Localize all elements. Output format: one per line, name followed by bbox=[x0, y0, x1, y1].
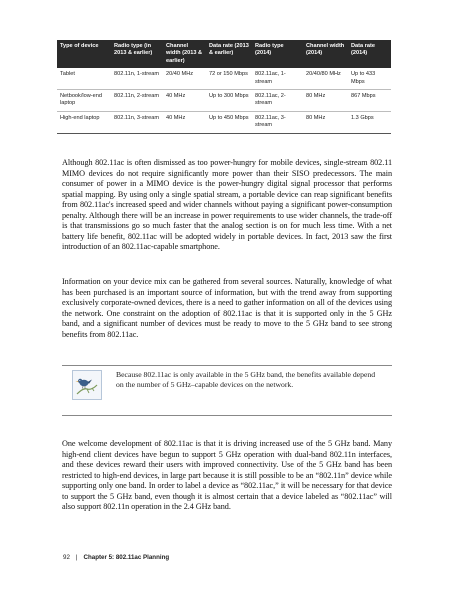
table-cell: 20/40/80 MHz bbox=[303, 68, 348, 89]
table-cell: Up to 450 Mbps bbox=[206, 111, 252, 133]
note-bottom-rule bbox=[62, 415, 392, 416]
table-cell: 802.11ac, 1-stream bbox=[252, 68, 303, 89]
footer-separator: | bbox=[75, 554, 78, 561]
note-crow-icon bbox=[72, 370, 102, 400]
table-row bbox=[57, 68, 391, 89]
table-cell: 40 MHz bbox=[163, 111, 206, 133]
device-radio-table bbox=[57, 40, 391, 134]
body-paragraph: Information on your device mix can be gathered from several sources. Naturally, knowledge of what has been purchased is an important source of information, but with the trend away from supporting exclusively corporate-owned devices, there is a need to gather information on all of the devices using the network. One constraint on the adoption of 802.11ac is that it is supported only in the 5 GHz band, and a significant number of devices must be ready to move to the 5 GHz band to see strong benefits from 802.11ac. bbox=[62, 277, 392, 339]
table-cell: Tablet bbox=[57, 68, 111, 89]
table-cell: 802.11n, 3-stream bbox=[111, 111, 163, 133]
table-cell: 802.11ac, 3-stream bbox=[252, 111, 303, 133]
table-header-cell: Channel width (2013 & earlier) bbox=[163, 40, 206, 68]
table-cell: 72 or 150 Mbps bbox=[206, 68, 252, 89]
table-row bbox=[57, 111, 391, 133]
table-header-cell: Radio type (2014) bbox=[252, 40, 303, 68]
table-header-cell: Type of device bbox=[57, 40, 111, 68]
table-header-cell: Data rate (2014) bbox=[348, 40, 391, 68]
table-header-cell: Radio type (in 2013 & earlier) bbox=[111, 40, 163, 68]
note-callout bbox=[62, 363, 392, 418]
table-cell: 867 Mbps bbox=[348, 90, 391, 112]
page-number: 92 bbox=[63, 554, 70, 561]
table-cell: 20/40 MHz bbox=[163, 68, 206, 89]
table-cell: 802.11ac, 2-stream bbox=[252, 90, 303, 112]
table-header-cell: Channel width (2014) bbox=[303, 40, 348, 68]
body-paragraph: One welcome development of 802.11ac is that it is driving increased use of the 5 GHz band. Many high-end client devices have begun to support 5 GHz operation with dual-band 802.11n interfaces, and these devices reward their users with improved connectivity. Use of the 5 GHz band has been restricted to high-end devices, in large part because it is still possible to be an “802.11n” device while supporting only one band. In order to label a device as “802.11ac,” it will be necessary for that device to support the 5 GHz band, even though it is almost certain that a device labeled as “802.11ac” will also support 802.11n operation in the 2.4 GHz band. bbox=[62, 439, 392, 512]
note-top-rule bbox=[62, 365, 392, 366]
body-paragraph: Although 802.11ac is often dismissed as too power-hungry for mobile devices, single-stream 802.11 MIMO devices do not require significantly more power than their SISO predecessors. The main consumer of power in a MIMO device is the power-hungry digital signal processor that performs spatial mapping. By using only a single spatial stream, a portable device can reap significant benefits from 802.11ac's increased speed and wider channels without paying a significant power-consumption penalty. Although there will be an increase in power requirements to use wider channels, the trade-off is that transmissions go so much faster that the analog section is on for much less time. With a net battery life benefit, 802.11ac will be adopted widely in portable devices. In fact, 2013 saw the first introduction of an 802.11ac-capable smartphone. bbox=[62, 158, 392, 252]
table-cell: Netbook/low-end laptop bbox=[57, 90, 111, 112]
table-cell: Up to 300 Mbps bbox=[206, 90, 252, 112]
chapter-title: Chapter 5: 802.11ac Planning bbox=[83, 554, 170, 561]
table-header-row bbox=[57, 40, 391, 68]
table-cell: 802.11n, 1-stream bbox=[111, 68, 163, 89]
table-cell: 40 MHz bbox=[163, 90, 206, 112]
table-row bbox=[57, 90, 391, 112]
table-cell: 802.11n, 2-stream bbox=[111, 90, 163, 112]
table-header-cell: Data rate (2013 & earlier) bbox=[206, 40, 252, 68]
table-cell: 80 MHz bbox=[303, 90, 348, 112]
note-text: Because 802.11ac is only available in the 5 GHz band, the benefits available depend on the number of 5 GHz–capable devices on the network. bbox=[116, 370, 376, 389]
table-cell: Up to 433 Mbps bbox=[348, 68, 391, 89]
page-footer bbox=[63, 554, 393, 561]
table-cell: 80 MHz bbox=[303, 111, 348, 133]
table-cell: 1.3 Gbps bbox=[348, 111, 391, 133]
table-cell: High-end laptop bbox=[57, 111, 111, 133]
